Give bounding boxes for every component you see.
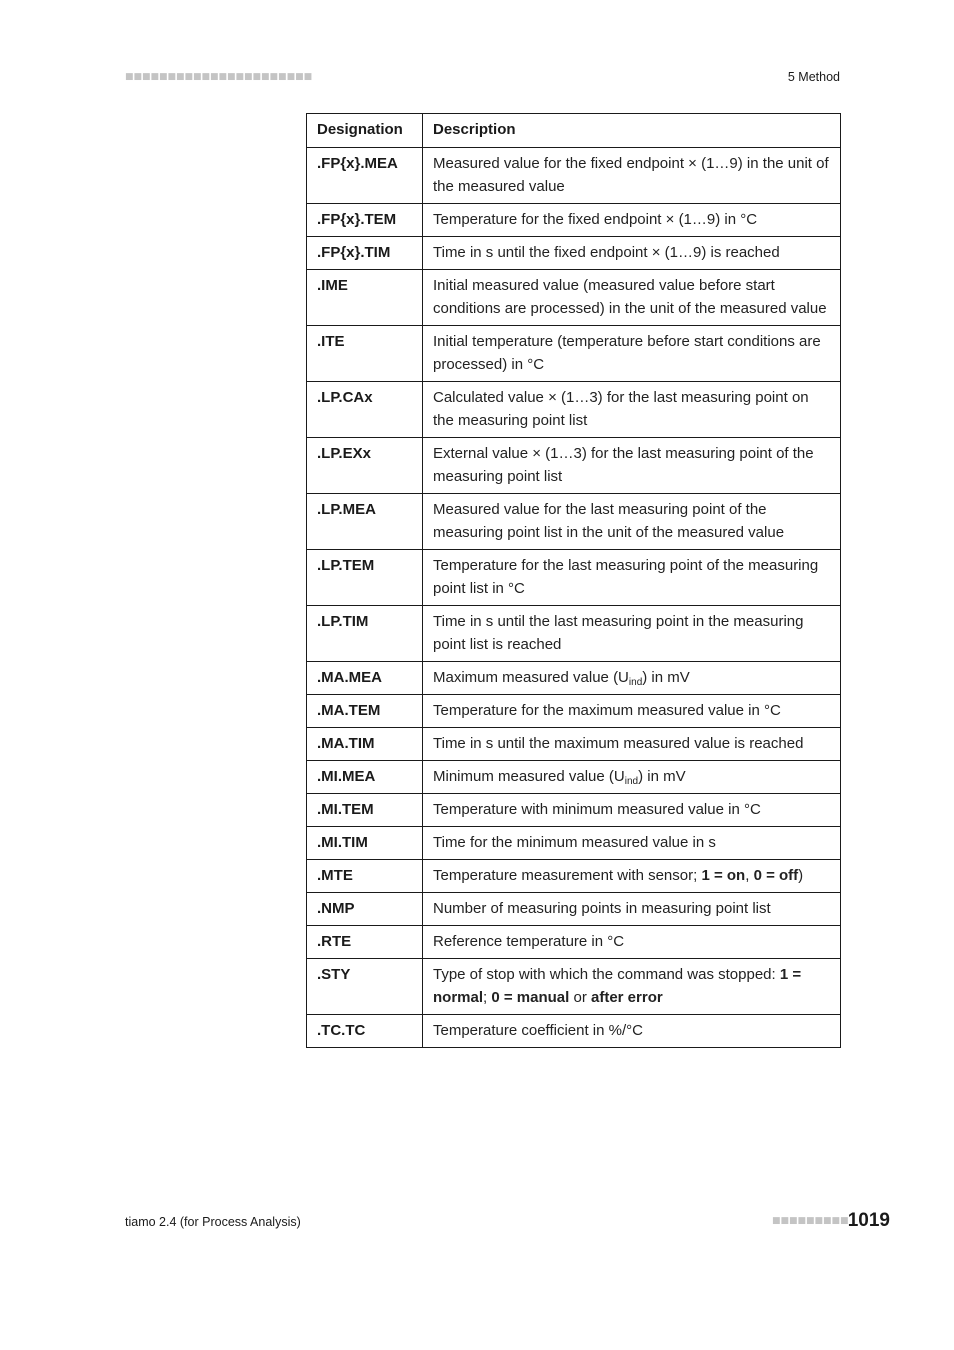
table-row [307,1015,841,1048]
description-text: Measured value for the last measuring point of the measuring point list in the unit of the measured value [433,501,785,541]
description-text: ) in mV [642,669,690,686]
description-text: Initial measured value (measured value before start conditions are processed) in the unit of the measured value [433,277,827,317]
designation-cell: .LP.CAx [307,382,423,438]
description-cell [423,438,841,494]
designation-cell: .MI.MEA [307,761,423,794]
description-cell [423,662,841,695]
description-text: Number of measuring points in measuring point list [433,900,771,917]
subscript-text: ind [628,677,643,688]
description-cell [423,204,841,237]
subscript-text: ind [624,776,639,787]
description-cell [423,1015,841,1048]
table-row [307,761,841,794]
bold-text: 0 = manual [491,989,570,1006]
page-number: 1019 [847,1210,890,1231]
designation-cell: .NMP [307,893,423,926]
description-cell [423,926,841,959]
designation-cell: .TC.TC [307,1015,423,1048]
description-text: Temperature for the maximum measured value in °C [433,702,781,719]
column-header-description: Description [423,114,841,148]
description-text: Type of stop with which the command was stopped: [433,966,780,983]
bold-text: 1 = on [701,867,746,884]
header-decoration: ■■■■■■■■■■■■■■■■■■■■■■ [125,72,313,82]
designation-cell: .MA.TIM [307,728,423,761]
description-cell [423,606,841,662]
description-cell [423,959,841,1015]
description-cell [423,794,841,827]
description-cell [423,761,841,794]
bold-text: after error [591,989,663,1006]
designation-cell: .IME [307,270,423,326]
table-row [307,926,841,959]
table-row [307,860,841,893]
description-text: or [569,989,591,1006]
table-row [307,270,841,326]
table-row [307,794,841,827]
description-cell [423,893,841,926]
designation-cell: .MTE [307,860,423,893]
column-header-designation: Designation [307,114,423,148]
description-cell [423,148,841,204]
description-text: Time in s until the fixed endpoint × (1…9) is reached [433,244,780,261]
description-cell [423,494,841,550]
table-body [307,148,841,1048]
designation-cell: .FP{x}.TIM [307,237,423,270]
designation-cell: .MA.MEA [307,662,423,695]
table-row [307,728,841,761]
designation-cell: .MI.TEM [307,794,423,827]
table-row [307,438,841,494]
parameter-table [306,113,841,1048]
table-row [307,893,841,926]
description-text: Minimum measured value (U [433,768,625,785]
bold-text: 1 = normal [433,966,802,1006]
description-text: Reference temperature in °C [433,933,625,950]
description-cell [423,860,841,893]
table-row [307,204,841,237]
description-cell [423,695,841,728]
designation-cell: .LP.MEA [307,494,423,550]
description-cell [423,382,841,438]
table-row [307,382,841,438]
description-text: External value × (1…3) for the last measuring point of the measuring point list [433,445,814,485]
description-text: , [745,867,754,884]
description-text: Time in s until the last measuring point in the measuring point list is reached [433,613,804,653]
designation-cell: .MA.TEM [307,695,423,728]
description-cell [423,237,841,270]
description-cell [423,270,841,326]
table-row [307,695,841,728]
designation-cell: .LP.TEM [307,550,423,606]
description-text: ; [483,989,492,1006]
table-row [307,148,841,204]
designation-cell: .RTE [307,926,423,959]
description-cell [423,728,841,761]
section-label: 5 Method [787,70,840,84]
designation-cell: .MI.TIM [307,827,423,860]
description-text: Temperature with minimum measured value in °C [433,801,761,818]
description-cell [423,326,841,382]
table-row [307,237,841,270]
table-row [307,827,841,860]
description-text: Time in s until the maximum measured value is reached [433,735,804,752]
description-text: Initial temperature (temperature before start conditions are processed) in °C [433,333,821,373]
footer-decoration: ■■■■■■■■■ [772,1216,849,1226]
designation-cell: .ITE [307,326,423,382]
description-text: Time for the minimum measured value in s [433,834,716,851]
designation-cell: .STY [307,959,423,1015]
description-text: Calculated value × (1…3) for the last measuring point on the measuring point list [433,389,809,429]
description-text: Measured value for the fixed endpoint × (1…9) in the unit of the measured value [433,155,829,195]
footer-product-name: tiamo 2.4 (for Process Analysis) [125,1215,301,1229]
table-row [307,494,841,550]
table-row [307,326,841,382]
description-text: Temperature for the fixed endpoint × (1…9) in °C [433,211,758,228]
designation-cell: .FP{x}.MEA [307,148,423,204]
description-text: Temperature coefficient in %/°C [433,1022,643,1039]
description-cell [423,827,841,860]
table-row [307,550,841,606]
table-row [307,959,841,1015]
designation-cell: .LP.EXx [307,438,423,494]
table-header-row [307,114,841,148]
description-text: ) [798,867,804,884]
designation-cell: .FP{x}.TEM [307,204,423,237]
bold-text: 0 = off [753,867,799,884]
description-text: Temperature for the last measuring point of the measuring point list in °C [433,557,819,597]
table-row [307,606,841,662]
description-text: Maximum measured value (U [433,669,629,686]
description-text: ) in mV [638,768,686,785]
description-cell [423,550,841,606]
designation-cell: .LP.TIM [307,606,423,662]
description-text: Temperature measurement with sensor; [433,867,702,884]
table-row [307,662,841,695]
